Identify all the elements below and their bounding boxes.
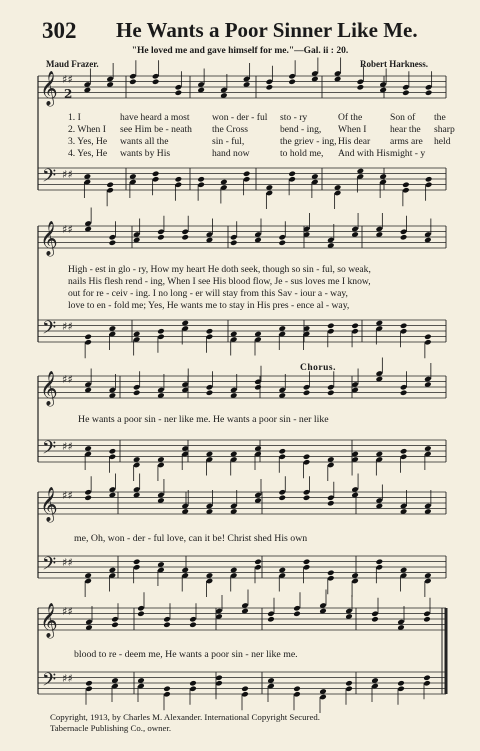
verse-1-line-1: 1. I have heard a most won - der - ful sto - ry Of the Son of the <box>68 112 446 123</box>
scripture-epigraph: "He loved me and gave himself for me."—Gal. ii : 20. <box>131 46 349 56</box>
chorus-lyric-3: blood to re - deem me, He wants a poor sin - ner like me. <box>74 649 298 660</box>
treble-clef-icon: 𝄞 <box>40 71 58 106</box>
publisher-line: Tabernacle Publishing Co., owner. <box>50 723 172 733</box>
treble-clef-icon: 𝄞 <box>40 221 58 256</box>
bass-clef-icon: 𝄢 <box>42 318 57 343</box>
time-signature-icon: 2 <box>64 87 73 101</box>
key-signature-icon: ♯♯ <box>62 440 73 453</box>
verse-4-line-1: 4. Yes, He wants by His hand now to hold me, And with Hismight - y <box>68 148 426 159</box>
key-signature-icon: ♯♯ <box>62 320 73 333</box>
hymn-number: 302 <box>42 18 77 43</box>
copyright-footer <box>50 712 320 734</box>
key-signature-icon: ♯♯ <box>62 489 73 502</box>
verse-1-line-2: High - est in glo - ry, How my heart He doth seek, though so sin - ful, so weak, <box>68 264 371 275</box>
key-signature-icon: ♯♯ <box>62 168 73 181</box>
bass-clef-icon: 𝄢 <box>42 166 57 191</box>
verse-2-line-2: nails His flesh rend - ing, When I see His blood flow, Je - sus loves me I know, <box>68 276 371 287</box>
verse-2-line-1: 2. When I see Him be - neath the Cross bend - ing, When I hear the sharp <box>68 124 455 135</box>
music-credit: Robert Harkness. <box>360 59 428 69</box>
words-credit: Maud Frazer. <box>46 59 99 69</box>
bass-clef-icon: 𝄢 <box>42 554 57 579</box>
key-signature-icon: ♯♯ <box>62 73 73 86</box>
verse-3-line-1: 3. Yes, He wants all the sin - ful, the griev - ing, His dear arms are held <box>68 136 451 147</box>
treble-clef-icon: 𝄞 <box>40 603 58 638</box>
key-signature-icon: ♯♯ <box>62 672 73 685</box>
bass-clef-icon: 𝄢 <box>42 438 57 463</box>
treble-clef-icon: 𝄞 <box>40 371 58 406</box>
verse-4-line-2: love to en - fold me; Yes, He wants me to stay in His pres - ence al - way, <box>68 300 350 311</box>
chorus-lyric-2: me, Oh, won - der - ful love, can it be! Christ shed His own <box>74 533 308 544</box>
bass-clef-icon: 𝄢 <box>42 670 57 695</box>
hymn-title: He Wants a Poor Sinner Like Me. <box>116 18 418 42</box>
treble-clef-icon: 𝄞 <box>40 487 58 522</box>
key-signature-icon: ♯♯ <box>62 223 73 236</box>
verse-3-line-2: out for re - ceiv - ing. I no long - er will stay from this Sav - iour a - way, <box>68 288 348 299</box>
chorus-label: Chorus. <box>300 363 336 373</box>
key-signature-icon: ♯♯ <box>62 556 73 569</box>
copyright-line: Copyright, 1913, by Charles M. Alexander. International Copyright Secured. <box>50 712 320 722</box>
key-signature-icon: ♯♯ <box>62 373 73 386</box>
key-signature-icon: ♯♯ <box>62 605 73 618</box>
chorus-lyric-1: He wants a poor sin - ner like me. He wants a poor sin - ner like <box>78 414 329 425</box>
